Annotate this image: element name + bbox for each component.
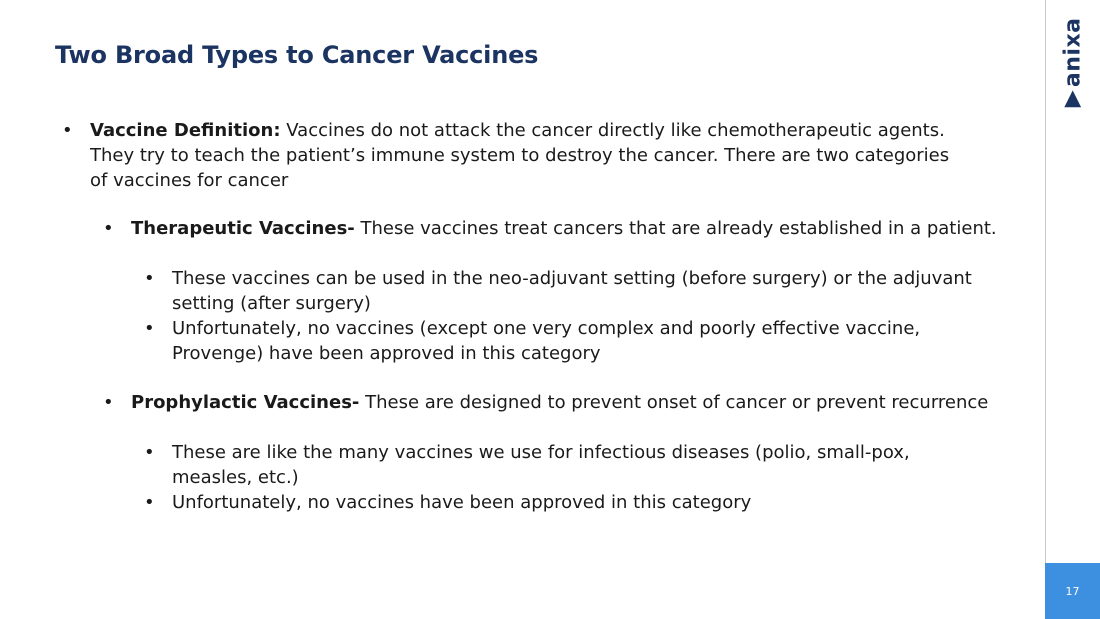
bullet-lead: Prophylactic Vaccines-	[131, 392, 360, 413]
bullet-marker: •	[62, 120, 73, 141]
bullet-therapeutic-vaccines	[103, 216, 1011, 241]
sub-bullet-prophylactic-1	[144, 440, 992, 490]
bullet-text: Vaccines do not attack the cancer directly like chemotherapeutic agents. They try to teach the patient’s immune system to destroy the cancer. There are two categories of vaccines for cancer	[90, 120, 950, 191]
bullet-lead: Therapeutic Vaccines-	[131, 218, 355, 239]
sub-bullet-therapeutic-2	[144, 316, 992, 366]
bullet-text: Unfortunately, no vaccines (except one very complex and poorly effective vaccine, Provenge) have been approved in this category	[172, 318, 921, 364]
bullet-marker: •	[144, 268, 155, 289]
bullet-text: These vaccines can be used in the neo-adjuvant setting (before surgery) or the adjuvant setting (after surgery)	[172, 268, 972, 314]
page-number: 17	[1065, 584, 1080, 598]
page-number-box	[1045, 563, 1100, 619]
logo-a-glyph-icon: ▲	[1064, 85, 1082, 111]
bullet-marker: •	[144, 492, 155, 513]
bullet-vaccine-definition	[62, 118, 970, 193]
bullet-marker: •	[103, 218, 114, 239]
bullet-lead: Vaccine Definition:	[90, 120, 281, 141]
anixa-logo	[1053, 17, 1093, 111]
slide-title: Two Broad Types to Cancer Vaccines	[55, 41, 539, 69]
bullet-marker: •	[103, 392, 114, 413]
bullet-marker: •	[144, 442, 155, 463]
right-rail-divider	[1045, 0, 1046, 619]
sub-bullet-prophylactic-2	[144, 490, 992, 515]
sub-bullet-therapeutic-1	[144, 266, 992, 316]
bullet-marker: •	[144, 318, 155, 339]
bullet-prophylactic-vaccines	[103, 390, 1011, 415]
logo-wordmark: ▲anixa	[1060, 17, 1086, 111]
bullet-text: Unfortunately, no vaccines have been approved in this category	[172, 492, 752, 513]
bullet-text: These are designed to prevent onset of cancer or prevent recurrence	[359, 392, 989, 413]
bullet-text: These vaccines treat cancers that are already established in a patient.	[354, 218, 997, 239]
bullet-text: These are like the many vaccines we use for infectious diseases (polio, small-pox, measles, etc.)	[172, 442, 910, 488]
